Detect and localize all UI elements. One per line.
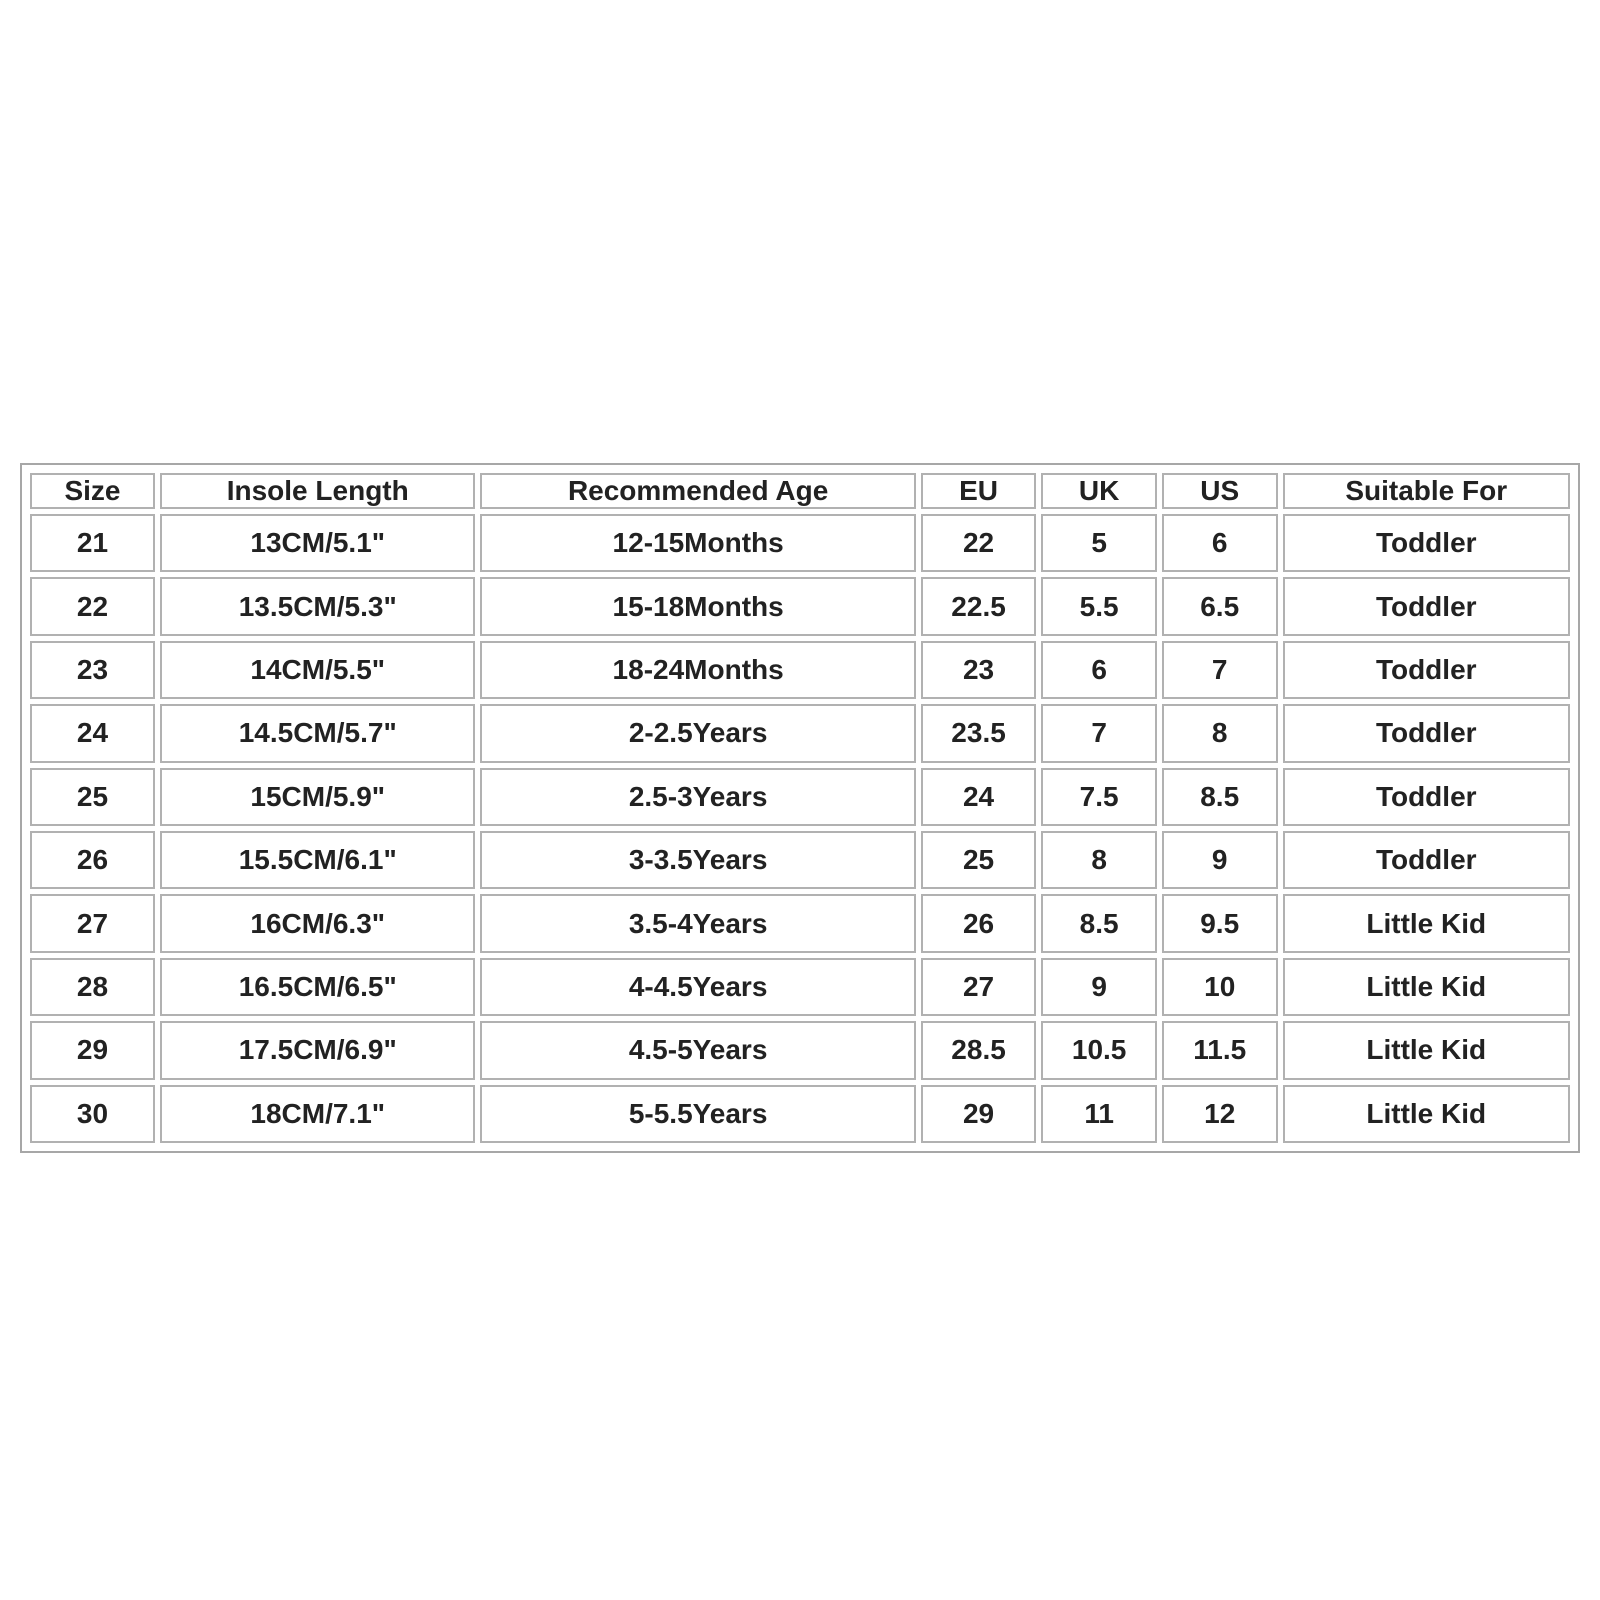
cell-suitable-for: Toddler: [1283, 641, 1571, 699]
cell-suitable-for: Little Kid: [1283, 1085, 1571, 1143]
cell-size: 24: [30, 704, 155, 762]
cell-recommended-age: 4.5-5Years: [480, 1021, 915, 1079]
cell-us: 9: [1162, 831, 1278, 889]
table-row: [30, 831, 1570, 889]
cell-size: 27: [30, 894, 155, 952]
cell-eu: 25: [921, 831, 1037, 889]
cell-eu: 22: [921, 514, 1037, 572]
cell-us: 6: [1162, 514, 1278, 572]
cell-insole-length: 18CM/7.1": [160, 1085, 476, 1143]
cell-eu: 28.5: [921, 1021, 1037, 1079]
cell-size: 28: [30, 958, 155, 1016]
size-table: [25, 468, 1575, 1148]
cell-uk: 10.5: [1041, 1021, 1157, 1079]
cell-recommended-age: 4-4.5Years: [480, 958, 915, 1016]
table-row: [30, 1085, 1570, 1143]
cell-recommended-age: 3-3.5Years: [480, 831, 915, 889]
cell-us: 12: [1162, 1085, 1278, 1143]
cell-us: 11.5: [1162, 1021, 1278, 1079]
cell-size: 25: [30, 768, 155, 826]
header-insole-length: Insole Length: [160, 473, 476, 509]
cell-uk: 7.5: [1041, 768, 1157, 826]
cell-suitable-for: Little Kid: [1283, 1021, 1571, 1079]
table-row: [30, 1021, 1570, 1079]
cell-size: 30: [30, 1085, 155, 1143]
cell-size: 23: [30, 641, 155, 699]
cell-recommended-age: 3.5-4Years: [480, 894, 915, 952]
cell-eu: 29: [921, 1085, 1037, 1143]
table-row: [30, 958, 1570, 1016]
cell-recommended-age: 5-5.5Years: [480, 1085, 915, 1143]
cell-recommended-age: 15-18Months: [480, 577, 915, 635]
table-row: [30, 704, 1570, 762]
cell-insole-length: 13CM/5.1": [160, 514, 476, 572]
header-uk: UK: [1041, 473, 1157, 509]
cell-insole-length: 15CM/5.9": [160, 768, 476, 826]
cell-size: 29: [30, 1021, 155, 1079]
cell-insole-length: 16CM/6.3": [160, 894, 476, 952]
cell-uk: 5.5: [1041, 577, 1157, 635]
cell-size: 26: [30, 831, 155, 889]
header-size: Size: [30, 473, 155, 509]
cell-eu: 26: [921, 894, 1037, 952]
cell-insole-length: 14CM/5.5": [160, 641, 476, 699]
header-row: [30, 473, 1570, 509]
cell-uk: 11: [1041, 1085, 1157, 1143]
cell-uk: 7: [1041, 704, 1157, 762]
cell-recommended-age: 18-24Months: [480, 641, 915, 699]
cell-size: 21: [30, 514, 155, 572]
cell-insole-length: 14.5CM/5.7": [160, 704, 476, 762]
cell-uk: 5: [1041, 514, 1157, 572]
cell-suitable-for: Little Kid: [1283, 894, 1571, 952]
header-suitable-for: Suitable For: [1283, 473, 1571, 509]
cell-insole-length: 13.5CM/5.3": [160, 577, 476, 635]
cell-eu: 24: [921, 768, 1037, 826]
table-row: [30, 577, 1570, 635]
cell-eu: 27: [921, 958, 1037, 1016]
cell-suitable-for: Toddler: [1283, 514, 1571, 572]
cell-uk: 9: [1041, 958, 1157, 1016]
cell-us: 9.5: [1162, 894, 1278, 952]
cell-recommended-age: 12-15Months: [480, 514, 915, 572]
cell-us: 6.5: [1162, 577, 1278, 635]
header-us: US: [1162, 473, 1278, 509]
cell-size: 22: [30, 577, 155, 635]
cell-suitable-for: Toddler: [1283, 577, 1571, 635]
cell-recommended-age: 2-2.5Years: [480, 704, 915, 762]
table-row: [30, 894, 1570, 952]
cell-suitable-for: Toddler: [1283, 704, 1571, 762]
size-chart: [20, 463, 1580, 1153]
cell-suitable-for: Toddler: [1283, 768, 1571, 826]
cell-eu: 23: [921, 641, 1037, 699]
cell-us: 8.5: [1162, 768, 1278, 826]
cell-us: 8: [1162, 704, 1278, 762]
cell-suitable-for: Little Kid: [1283, 958, 1571, 1016]
cell-recommended-age: 2.5-3Years: [480, 768, 915, 826]
cell-insole-length: 16.5CM/6.5": [160, 958, 476, 1016]
cell-us: 10: [1162, 958, 1278, 1016]
table-row: [30, 514, 1570, 572]
cell-suitable-for: Toddler: [1283, 831, 1571, 889]
cell-eu: 23.5: [921, 704, 1037, 762]
table-row: [30, 641, 1570, 699]
header-recommended-age: Recommended Age: [480, 473, 915, 509]
cell-insole-length: 17.5CM/6.9": [160, 1021, 476, 1079]
cell-uk: 8: [1041, 831, 1157, 889]
cell-insole-length: 15.5CM/6.1": [160, 831, 476, 889]
header-eu: EU: [921, 473, 1037, 509]
cell-eu: 22.5: [921, 577, 1037, 635]
cell-us: 7: [1162, 641, 1278, 699]
table-row: [30, 768, 1570, 826]
cell-uk: 8.5: [1041, 894, 1157, 952]
cell-uk: 6: [1041, 641, 1157, 699]
